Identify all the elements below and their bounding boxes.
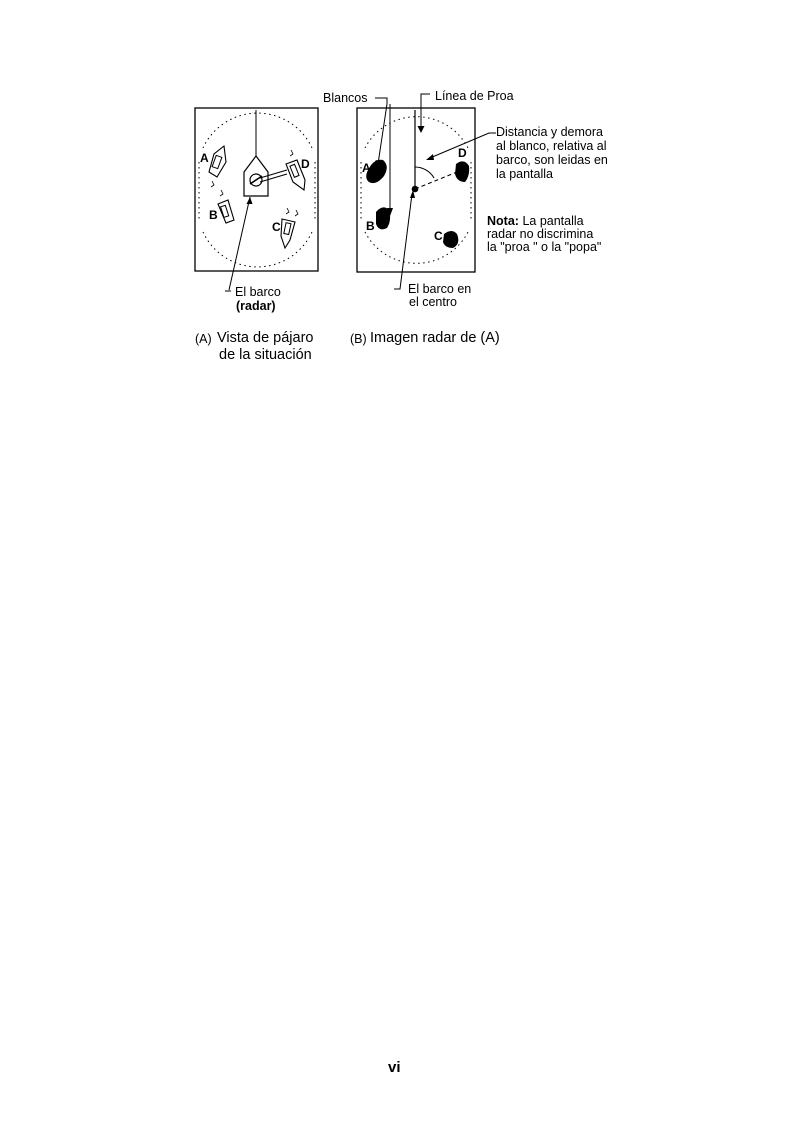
own-ship-center-line2: el centro [409, 295, 457, 309]
echo-c [443, 231, 458, 248]
panel-a-caption-line1: Vista de pájaro [217, 330, 314, 346]
range-bearing-note-line4: la pantalla [496, 167, 553, 181]
bearing-arc [415, 167, 434, 178]
range-bearing-note-line3: barco, son leidas en [496, 153, 608, 167]
panel-b-caption-text: Imagen radar de (A) [370, 330, 500, 346]
panel-a-caption-tag: (A) [195, 332, 212, 346]
heading-line-label: Línea de Proa [435, 89, 514, 103]
own-ship-icon [244, 156, 287, 196]
echo-b [376, 207, 390, 229]
ship-a-icon [209, 146, 226, 187]
target-label-a-panel-b: A [362, 161, 371, 175]
targets-arrow-a [378, 104, 387, 164]
panel-a-caption-line2: de la situación [219, 347, 312, 363]
note-line3: la "proa " o la "popa" [487, 240, 602, 254]
target-label-c-panel-b: C [434, 229, 443, 243]
panel-b-bezel [365, 117, 468, 148]
target-label-b-panel-b: B [366, 219, 375, 233]
own-ship-sub-label: (radar) [236, 299, 276, 313]
target-label-c-panel-a: C [272, 220, 281, 234]
note-title: Nota: [487, 214, 519, 228]
panel-b-caption-tag: (B) [350, 332, 367, 346]
target-label-d-panel-b: D [458, 146, 467, 160]
targets-label: Blancos [323, 91, 368, 105]
note-line2: radar no discrimina [487, 227, 594, 241]
note-line1-rest: La pantalla [522, 214, 584, 228]
own-ship-leader [229, 197, 250, 290]
target-label-a-panel-a: A [200, 151, 209, 165]
bearing-line [415, 172, 457, 189]
target-label-d-panel-a: D [301, 157, 310, 171]
ship-b-icon [218, 190, 234, 223]
range-bearing-note-line2: al blanco, relativa al [496, 139, 607, 153]
target-label-b-panel-a: B [209, 208, 218, 222]
range-bearing-note-line1: Distancia y demora [496, 125, 603, 139]
echo-d [455, 161, 469, 182]
page-number: vi [388, 1059, 401, 1076]
panel-a-bezel [203, 113, 312, 148]
own-ship-center-line1: El barco en [408, 282, 472, 296]
ship-c-icon [281, 208, 298, 248]
note-line1 [487, 214, 584, 228]
own-ship-label: El barco [235, 285, 281, 299]
